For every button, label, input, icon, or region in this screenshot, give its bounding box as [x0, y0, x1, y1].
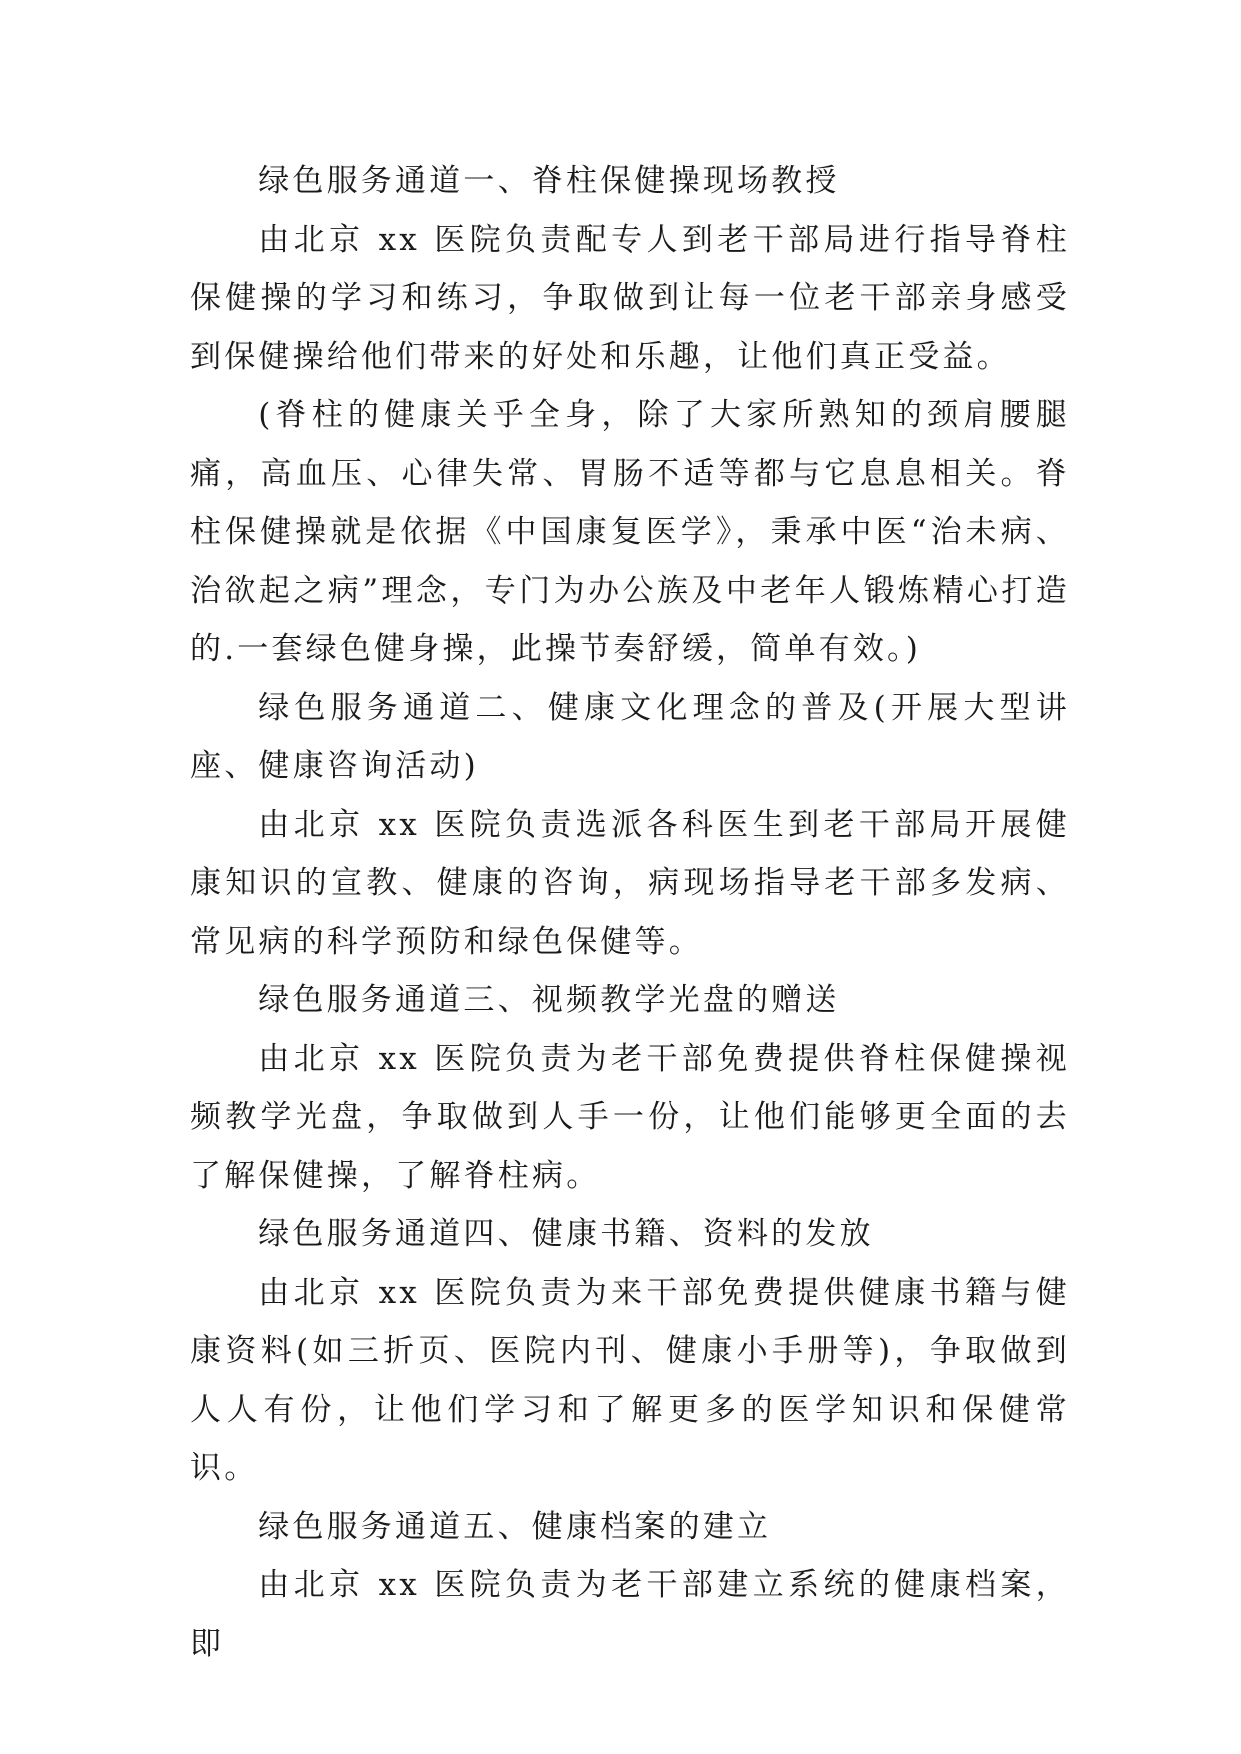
section-heading-4: 绿色服务通道四、健康书籍、资料的发放 [258, 1216, 874, 1252]
section-heading-5: 绿色服务通道五、健康档案的建立 [258, 1508, 772, 1545]
document-body [190, 152, 1070, 1673]
section-heading-1: 绿色服务通道一、脊柱保健操现场教授 [258, 163, 840, 199]
body-paragraph: 由北京 xx 医院负责为老干部免费提供脊柱保健操视频教学光盘，争取做到人手一份，让他们能够更全面的去了解保健操，了解脊柱病。 [190, 1040, 1070, 1194]
body-paragraph-note: (脊柱的健康关乎全身，除了大家所熟知的颈肩腰腿痛，高血压、心律失常、胃肠不适等都与它息息相关。脊柱保健操就是依据《中国康复医学》，秉承中医“治未病、治欲起之病”理念，专门为办公族及中老年人锻炼精心打造的.一套绿色健身操，此操节奏舒缓，简单有效。) [190, 397, 1070, 667]
body-paragraph: 由北京 xx 医院负责配专人到老干部局进行指导脊柱保健操的学习和练习，争取做到让每一位老干部亲身感受到保健操给他们带来的好处和乐趣，让他们真正受益。 [190, 221, 1070, 375]
body-paragraph: 由北京 xx 医院负责选派各科医生到老干部局开展健康知识的宣教、健康的咨询，病现场指导老干部多发病、常见病的科学预防和绿色保健等。 [190, 806, 1070, 960]
section-heading-2: 绿色服务通道二、健康文化理念的普及(开展大型讲座、健康咨询活动) [190, 689, 1070, 784]
body-paragraph: 由北京 xx 医院负责为来干部免费提供健康书籍与健康资料(如三折页、医院内刊、健康小手册等)，争取做到人人有份，让他们学习和了解更多的医学知识和保健常识。 [190, 1274, 1070, 1486]
body-paragraph: 由北京 xx 医院负责为老干部建立系统的健康档案，即 [190, 1567, 1070, 1662]
section-heading-3: 绿色服务通道三、视频教学光盘的赠送 [258, 982, 840, 1018]
